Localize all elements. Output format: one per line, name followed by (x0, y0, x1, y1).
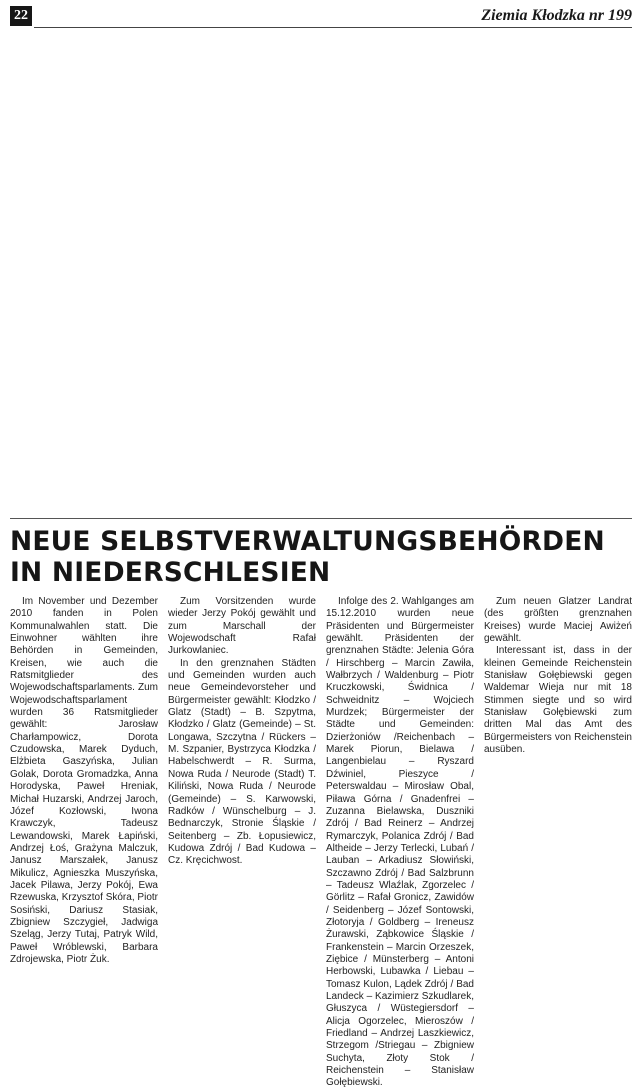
journal-title: Ziemia Kłodzka nr 199 (481, 7, 632, 24)
paragraph-reichenstein: Interessant ist, dass in der kleinen Gemeinde Reichenstein Stanisław Gołębiewski gegen Waldemar Wieja nur mit 18 Stimmen siegte und so wird Stanisław Gołębiewski zum dritten Mal das Amt des Bürgermeisters von Reichenstein ausüben. (484, 645, 632, 756)
headline-line-1: NEUE SELBSTVERWALTUNGSBEHÖRDEN (10, 526, 605, 557)
headline-line-2: IN NIEDERSCHLESIEN (10, 557, 331, 588)
section-rule (10, 518, 632, 519)
article-columns (10, 596, 632, 1089)
paragraph-wahlen: Im November und Dezember 2010 fanden in Polen Kommunalwahlen statt. Die Einwohner wählten ihre Behörden in Gemeinden, Kreisen, wie auch die Ratsmitglieder des Wojewodschaftsparlaments. Zum Wojewodschaftsparlament wurden 36 Ratsmitglieder gewählt: Jarosław Charłampowicz, Dorota Czudowska, Marek Dyduch, Elżbieta Gaszyńska, Julian Golak, Dorota Gromadzka, Anna Horodyska, Paweł Hreniak, Michał Huzarski, Andrzej Jaroch, Józef Kozłowski, Iwona Krawczyk, Tadeusz Lewandowski, Marek Łapiński, Andrzej Łoś, Grażyna Malczuk, Janusz Marszałek, Janusz Mikulicz, Agnieszka Muszyńska, Jacek Pilawa, Jerzy Pokój, Ewa Rzewuska, Krzysztof Skóra, Piotr Sosiński, Dariusz Stasiak, Zbigniew Szczygieł, Jadwiga Szeląg, Jerzy Tutaj, Patryk Wild, Paweł Wróblewski, Barbara Zdrojewska, Piotr Żuk. (10, 596, 158, 965)
article-column-3 (326, 596, 474, 1089)
paragraph-grenznahe-staedte: In den grenznahen Städten und Gemeinden wurden auch neue Gemeindevorsteher und Bürgermeister gewählt: Kłodzko / Glatz (Stadt) – B. Szpytma, Kłodzko / Glatz (Gemeinde) – St. Longawa, Szczytna / Rückers – M. Szpanier, Bystrzyca Kłodzka / Habelschwerdt – R. Surma, Nowa Ruda / Neurode (Stadt) T. Kiliński, Nowa Ruda / Neurode (Gemeinde) – S. Karwowski, Radków / Wünschelburg – J. Bednarczyk, Stronie Śląskie / Seitenberg – Zb. Łopusiewicz, Kudowa Zdrój / Bad Kudowa – Cz. Kręcichwost. (168, 657, 316, 867)
paragraph-landrat: Zum neuen Glatzer Landrat (des größten grenznahen Kreises) wurde Maciej Awiżeń gewählt. (484, 596, 632, 645)
article-column-2 (168, 596, 316, 896)
blank-page-area (10, 32, 632, 510)
article-column-1 (10, 596, 158, 965)
paragraph-vorsitzender: Zum Vorsitzenden wurde wieder Jerzy Pokój gewählt und zum Marschall der Wojewodschaft Rafał Jurkowlaniec. (168, 596, 316, 657)
article-headline (10, 526, 632, 588)
page-header (10, 6, 632, 30)
paragraph-zweiter-wahlgang: Infolge des 2. Wahlganges am 15.12.2010 wurden neue Präsidenten und Bürgermeister gewählt. Präsidenten der grenznahen Städte: Jelenia Góra / Hirschberg – Marcin Zawiła, Wałbrzych / Waldenburg – Piotr Kruczkowski, Świdnica / Schweidnitz – Wojciech Murdzek; Bürgermeister der Städte und Gemeinden: Dzierżoniów /Reichenbach – Marek Piorun, Bielawa / Langenbielau – Ryszard Dźwiniel, Pieszyce / Peterswaldau – Mirosław Obal, Piława Górna / Gnadenfrei – Zuzanna Bielawska, Duszniki Zdrój / Bad Reinerz – Andrzej Rymarczyk, Polanica Zdrój / Bad Altheide – Jerzy Terlecki, Lubań / Lauban – Arkadiusz Słowiński, Szczawno Zdrój / Bad Salzbrunn – Tadeusz Wlaźlak, Zgorzelec / Görlitz – Rafał Gronicz, Zawidów / Seidenberg – Józef Sontowski, Złotoryja / Goldberg – Ireneusz Żurawski, Ząbkowice Śląskie / Frankenstein – Marcin Orzeszek, Ziębice / Münsterberg – Antoni Herbowski, Lubawka / Liebau – Tomasz Kulon, Lądek Zdrój / Bad Landeck – Kazimierz Szkudlarek, Głuszyca / Wüstegiersdorf – Alicja Ogorzelec, Mieroszów / Friedland – Andrzej Laszkiewicz, Strzegom /Striegau – Zbigniew Suchyta, Złoty Stok / Reichenstein – Stanisław Gołębiewski. (326, 596, 474, 1089)
article-column-4 (484, 596, 632, 896)
page-number: 22 (10, 6, 32, 26)
header-rule (34, 27, 632, 28)
